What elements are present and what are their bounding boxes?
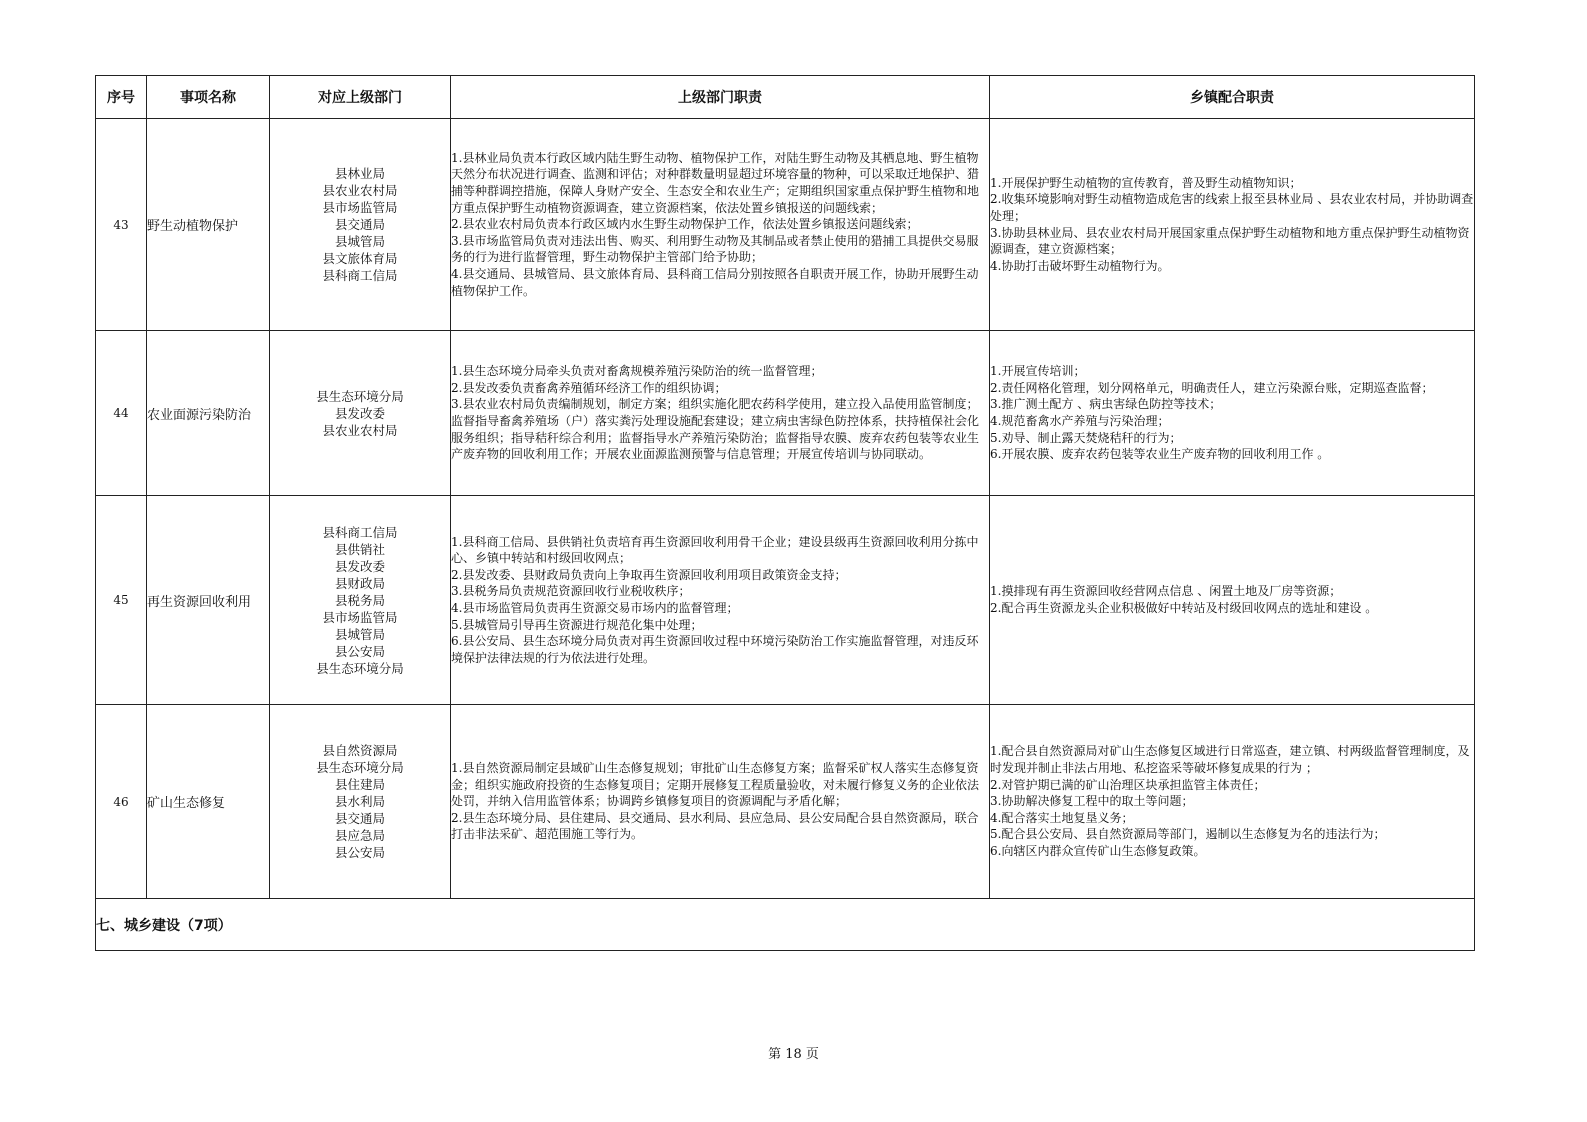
dept-item: 县住建局 [334,777,385,792]
header-num: 序号 [96,76,147,119]
dept-item: 县公安局 [334,845,385,860]
dept-item: 县市场监管局 [322,609,398,625]
duty-line: 4.县交通局、县城管局、县文旅体育局、县科商工信局分别按照各自职责开展工作，协助开展野生动植物保护工作。 [451,266,979,298]
row-town-duty [990,496,1475,705]
duty-line: 4.配合落实土地复垦义务； [990,810,1134,825]
table-row [96,331,1475,496]
duty-line: 3.县农业农村局负责编制规划，制定方案；组织实施化肥农药科学使用，建立投入品使用监管制度；监督指导畜禽养殖场（户）落实粪污处理设施配套建设；建立病虫害绿色防控体系，扶持植保社会化服务组织；指导秸秆综合利用；监督指导水产养殖污染防治；监督指导农膜、废弃农药包装等农业生产废弃物的回收利用工作；开展农业面源监测预警与信息管理；开展宣传培训与协同联动。 [451,397,980,462]
section-row [96,899,1475,951]
duty-line: 2.县发改委负责畜禽养殖循环经济工作的组织协调； [451,380,727,395]
duty-line: 1.摸排现有再生资源回收经营网点信息 、闲置土地及厂房等资源； [990,584,1342,599]
row-depts [270,496,451,705]
dept-item: 县自然资源局 [322,743,398,758]
duty-line: 1.开展保护野生动植物的宣传教育，普及野生动植物知识； [990,175,1302,190]
dept-item: 县林业局 [334,166,385,181]
duty-line: 3.协助解决修复工程中的取土等问题； [990,794,1194,809]
header-row [96,76,1475,119]
duty-line: 2.责任网格化管理，划分网格单元，明确责任人，建立污染源台账，定期巡查监督； [990,380,1434,395]
duty-line: 3.县市场监管局负责对违法出售、购买、利用野生动物及其制品或者禁止使用的猎捕工具提供交易服务的行为进行监督管理，野生动物保护主管部门给予协助； [451,233,979,265]
row-depts [270,119,451,331]
duty-line: 3.协助县林业局、县农业农村局开展国家重点保护野生动植物和地方重点保护野生动植物资源调查，建立资源档案； [990,225,1470,257]
row-item-name: 矿山生态修复 [147,705,270,899]
table-row [96,119,1475,331]
duty-line: 2.配合再生资源龙头企业积极做好中转站及村级回收网点的选址和建设 。 [990,601,1378,615]
dept-item: 县供销社 [334,541,385,557]
responsibility-table [95,75,1475,951]
dept-item: 县科商工信局 [322,268,398,283]
dept-item: 县城管局 [334,626,385,642]
duty-line: 2.县生态环境分局、县住建局、县交通局、县水利局、县应急局、县公安局配合县自然资源局，联合打击非法采矿、超范围施工等行为。 [451,810,979,842]
row-depts [270,331,451,496]
duty-line: 1.开展宣传培训； [990,364,1086,379]
duty-line: 4.县市场监管局负责再生资源交易市场内的监督管理； [451,601,739,615]
dept-item: 县生态环境分局 [316,760,404,775]
row-num: 44 [96,331,147,496]
duty-line: 2.县农业农村局负责本行政区域内水生野生动物保护工作，依法处置乡镇报送问题线索； [451,217,919,232]
dept-item: 县公安局 [334,643,385,659]
duty-line: 6.向辖区内群众宣传矿山生态修复政策。 [990,843,1206,858]
dept-item: 县税务局 [334,592,385,608]
dept-item: 县交通局 [334,217,385,232]
header-upper-dept: 对应上级部门 [270,76,451,119]
row-upper-duty [451,331,990,496]
row-upper-duty [451,705,990,899]
duty-line: 3.县税务局负责规范资源回收行业税收秩序； [451,584,691,599]
duty-line: 6.开展农膜、废弃农药包装等农业生产废弃物的回收利用工作 。 [990,447,1330,462]
duty-line: 1.县生态环境分局牵头负责对畜禽规模养殖污染防治的统一监督管理； [451,364,823,379]
row-num: 45 [96,496,147,705]
row-item-name: 再生资源回收利用 [147,496,270,705]
row-town-duty [990,331,1475,496]
duty-line: 3.推广测土配方 、病虫害绿色防控等技术； [990,397,1222,412]
dept-item: 县科商工信局 [322,524,398,540]
row-num: 46 [96,705,147,899]
dept-item: 县生态环境分局 [316,660,404,676]
dept-item: 县财政局 [334,575,385,591]
page-number: 第 18 页 [768,1047,819,1062]
dept-item: 县文旅体育局 [322,251,398,266]
table-row [96,496,1475,705]
row-town-duty [990,705,1475,899]
row-town-duty [990,119,1475,331]
dept-item: 县市场监管局 [322,200,398,215]
row-upper-duty [451,496,990,705]
row-depts [270,705,451,899]
row-num: 43 [96,119,147,331]
header-item-name: 事项名称 [147,76,270,119]
dept-item: 县农业农村局 [322,183,398,198]
duty-line: 2.对管护期已满的矿山治理区块承担监管主体责任； [990,777,1266,792]
row-upper-duty [451,119,990,331]
duty-line: 5.配合县公安局、县自然资源局等部门，遏制以生态修复为名的违法行为； [990,827,1386,842]
duty-line: 1.县科商工信局、县供销社负责培育再生资源回收利用骨干企业；建设县级再生资源回收利用分拣中心、乡镇中转站和村级回收网点； [451,534,979,566]
dept-item: 县应急局 [334,828,385,843]
dept-item: 县水利局 [334,794,385,809]
section-title: 七、城乡建设（7项） [96,899,1475,951]
dept-item: 县农业农村局 [322,422,398,438]
dept-item: 县交通局 [334,811,385,826]
duty-line: 4.规范畜禽水产养殖与污染治理； [990,414,1170,428]
table-row [96,705,1475,899]
duty-line: 1.县林业局负责本行政区域内陆生野生动物、植物保护工作，对陆生野生动物及其栖息地、野生植物天然分布状况进行调查、监测和评估；对种群数量明显超过环境容量的物种，可以采取迁地保护、猎捕等种群调控措施，保障人身财产安全、生态安全和农业生产；定期组织国家重点保护野生植物和地方重点保护野生动植物资源调查，建立资源档案，依法处置乡镇报送的问题线索； [451,150,980,215]
dept-item: 县生态环境分局 [316,388,404,404]
duty-line: 6.县公安局、县生态环境分局负责对再生资源回收过程中环境污染防治工作实施监督管理，对违反环境保护法律法规的行为依法进行处理。 [451,634,979,665]
row-item-name: 野生动植物保护 [147,119,270,331]
duty-line: 5.县城管局引导再生资源进行规范化集中处理； [451,617,703,632]
duty-line: 1.县自然资源局制定县域矿山生态修复规划；审批矿山生态修复方案；监督采矿权人落实生态修复资金；组织实施政府投资的生态修复项目；定期开展修复工程质量验收，对未履行修复义务的企业依法处罚，并纳入信用监管体系；协调跨乡镇修复项目的资源调配与矛盾化解； [451,761,980,809]
dept-item: 县发改委 [334,558,385,574]
duty-line: 4.协助打击破坏野生动植物行为。 [990,258,1170,273]
row-item-name: 农业面源污染防治 [147,331,270,496]
header-upper-duty: 上级部门职责 [451,76,990,119]
dept-item: 县发改委 [334,405,385,421]
duty-line: 2.县发改委、县财政局负责向上争取再生资源回收利用项目政策资金支持； [451,567,847,582]
header-town-duty: 乡镇配合职责 [990,76,1475,119]
duty-line: 5.劝导、制止露天焚烧秸秆的行为； [990,430,1182,445]
dept-item: 县城管局 [334,234,385,249]
duty-line: 2.收集环境影响对野生动植物造成危害的线索上报至县林业局 、县农业农村局，并协助调查处理； [990,192,1474,223]
duty-line: 1.配合县自然资源局对矿山生态修复区域进行日常巡查，建立镇、村两级监督管理制度，及时发现并制止非法占用地、私挖盗采等破坏修复成果的行为 ； [990,744,1470,776]
